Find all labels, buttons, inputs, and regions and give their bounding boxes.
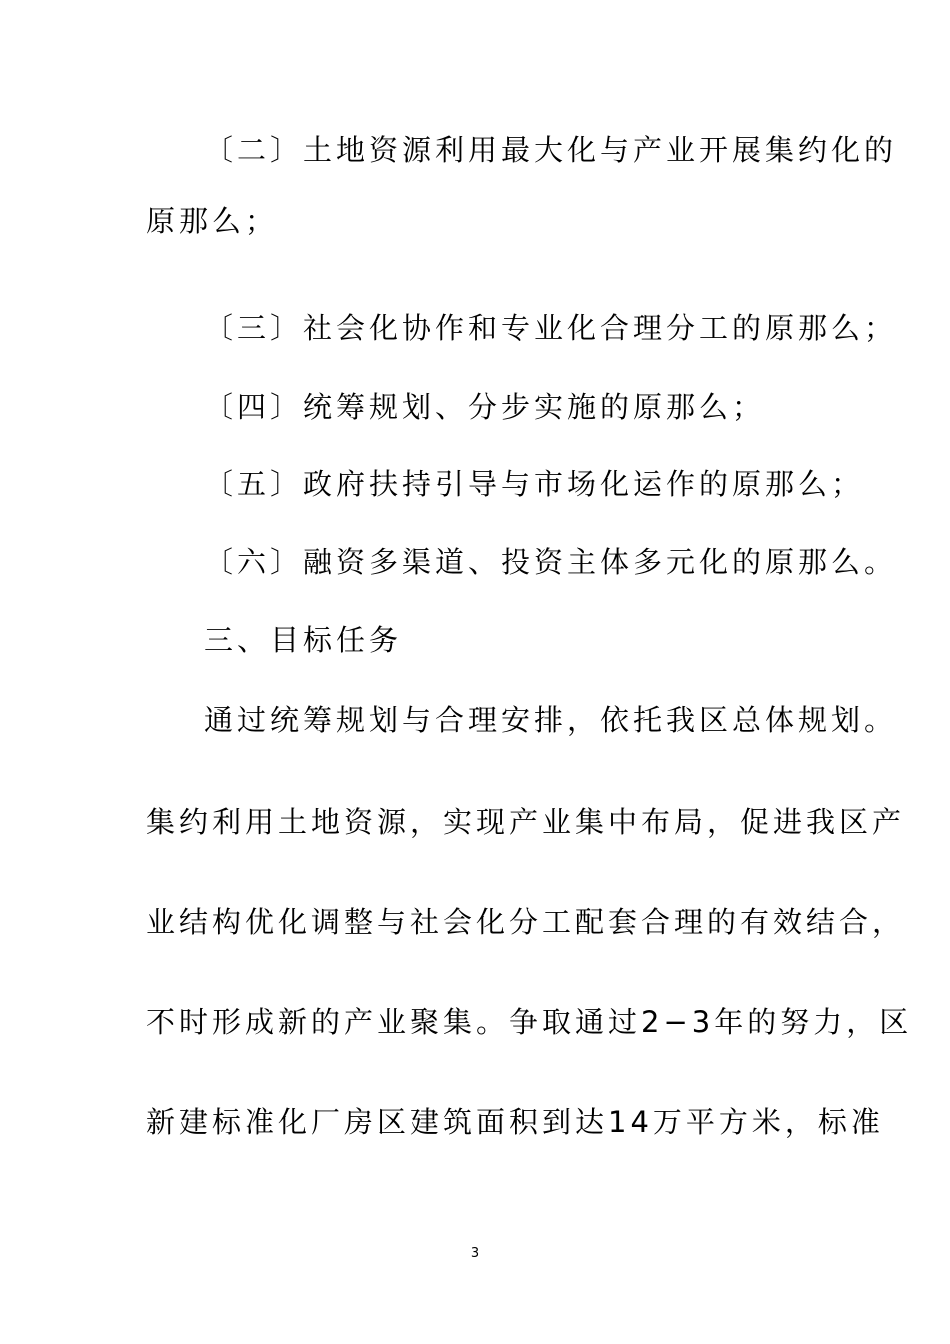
paragraph-line: 新建标准化厂房区建筑面积到达14万平方米，标准 [146, 1105, 884, 1139]
page-number: 3 [470, 1246, 480, 1261]
paragraph-line: 〔五〕政府扶持引导与市场化运作的原那么； [204, 467, 865, 501]
paragraph-line: 〔四〕统筹规划、分步实施的原那么； [204, 390, 766, 424]
paragraph-line: 〔六〕融资多渠道、投资主体多元化的原那么。 [204, 545, 898, 579]
paragraph-line: 通过统筹规划与合理安排，依托我区总体规划。 [204, 703, 898, 737]
paragraph-line: 业结构优化调整与社会化分工配套合理的有效结合， [146, 905, 906, 939]
paragraph-line: 〔二〕土地资源利用最大化与产业开展集约化的 [204, 133, 898, 167]
paragraph-line: 不时形成新的产业聚集。争取通过2−3年的努力，区 [146, 1005, 913, 1039]
paragraph-line: 原那么； [146, 204, 279, 238]
section-heading: 三、目标任务 [204, 623, 403, 657]
paragraph-line: 集约利用土地资源，实现产业集中布局，促进我区产 [146, 805, 906, 839]
paragraph-line: 〔三〕社会化协作和专业化合理分工的原那么； [204, 311, 898, 345]
